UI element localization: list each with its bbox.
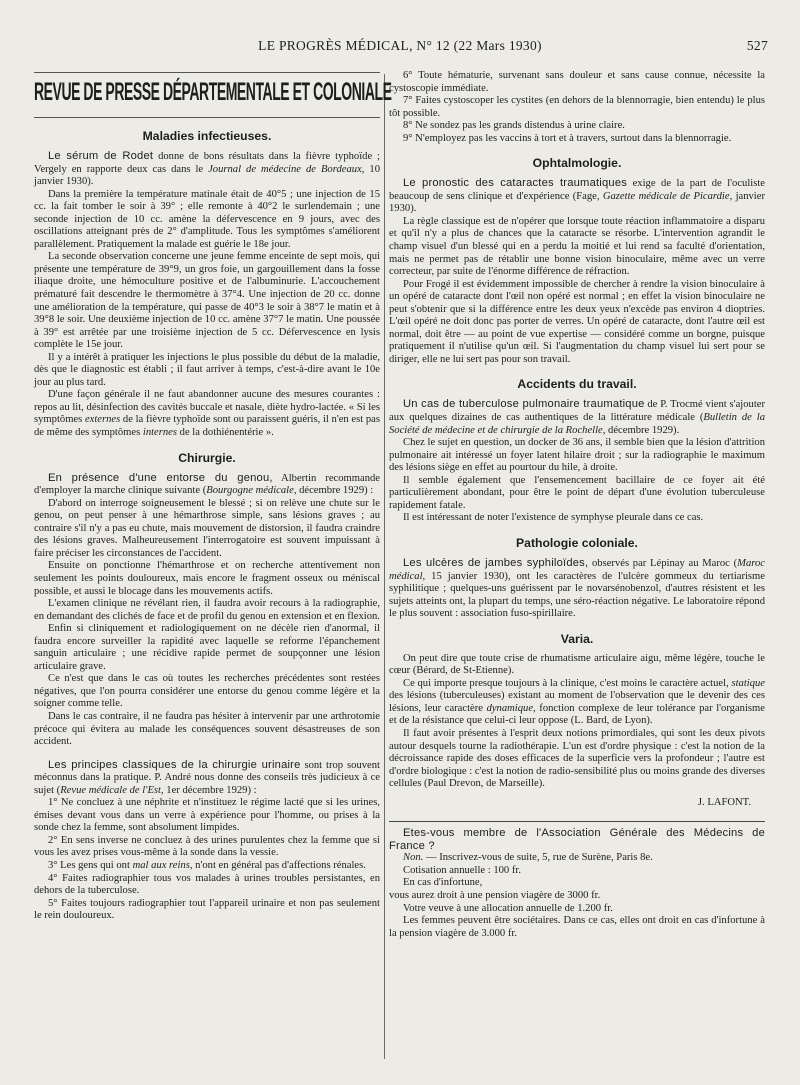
paragraph [34,759,380,798]
paragraph: La seconde observation concerne une jeune femme enceinte de sept mois, qui présente une température de 39°9, un gros foie, un gargouillement dans la fosse iliaque droite, une hémoculture positive et de l'albuminurie. L'accouchement prématuré fait descendre le thermomètre à 37°4. Une injection de 20 cc. donne une amélioration de la température, qui passe de 40°3 le soir à 38°7 le matin et à 39°8 le soir. Une deuxième injection de 10 cc. amène 37°7 le matin. Une poussée à 39° est arrêtée par une troisième injection de 5 cc. Défervescence en lysis complète le 15e jour. [34,251,380,351]
paragraph: 7° Faites cystoscoper les cystites (en dehors de la blennorragie, bien entendu) le plus tôt possible. [389,95,765,119]
lead-phrase: Un cas de tuberculose pulmonaire traumatique [403,398,645,411]
lead-phrase: En présence d'une entorse du genou, [48,471,273,484]
association-notice [389,821,765,940]
page-number: 527 [746,38,768,53]
text: observés par Lépinay au Maroc ( [588,557,738,569]
text: — Inscrivez-vous de suite, 5, rue de Surène, Paris 8e. [423,852,653,864]
column-divider [384,74,385,1059]
heading-ophtalmologie: Ophtalmologie. [532,156,622,171]
italic: dynamique [486,702,534,714]
text: , 10 janvier 1930). [34,163,380,188]
paragraph: Enfin si cliniquement et radiologiquement on ne décèle rien d'anormal, il faudra encore surveiller la rapidité avec laquelle se reforme l'épanchement sanguin articulaire ; une récidive rapide permet de soupçonner une lésion articulaire grave. [34,623,380,672]
italic: mal aux reins [132,859,190,871]
journal-ref: Maroc médical [389,557,766,582]
left-column [34,70,392,923]
paragraph [34,860,380,873]
lead-phrase: Le pronostic des cataractes traumatiques [403,177,628,190]
italic: externes [84,414,121,426]
lead-phrase: Les ulcères de jambes syphiloïdes, [403,556,589,569]
text: , janvier 1930). [389,190,765,215]
notice-line: En cas d'infortune, [403,877,483,889]
text: exige de la part de l'oculiste beaucoup de sens clinique et d'expérience (Fage, [389,178,766,202]
text: D'une façon générale il ne faut abandonner aucune des mesures courantes : repos au lit, désinfection des cavités buccale et nasale, diète hydro-lactée. « Si les symptômes [34,389,380,426]
text: 3° Les gens qui ont [48,859,133,871]
lead-phrase: Le sérum de Rodet [48,150,154,162]
paragraph: La règle classique est de n'opérer que lorsque toute réaction inflammatoire a disparu et qu'il n'y a plus de chances que la cataracte se résorbe. L'intervention agrandit le champ visuel d'un blessé qui en a perdu la moitié et lui rend sa faculté d'orientation, mais ne permet pas de rétablir une bonne vision binoculaire, même avec un verre correcteur, par suite de l'énorme différence de réfraction. [389,215,765,278]
title-rule-top [34,72,380,73]
text: sont trop souvent méconnus dans la pratique. P. André nous donne des conseils très judicieux à ce sujet ( [34,759,380,796]
heading-maladies-infectieuses: Maladies infectieuses. [142,129,272,143]
right-column [389,70,765,940]
paragraph: 8° Ne sondez pas les grands distendus à urine claire. [403,120,625,132]
heading-varia: Varia. [560,631,594,646]
author-signature [389,797,765,810]
journal-title: LE PROGRÈS MÉDICAL, N° 12 (22 Mars 1930) [258,38,542,53]
paragraph: Il est intéressant de noter l'existence de symphyse pleurale dans ce cas. [403,512,704,524]
paragraph: Dans le cas contraire, il ne faudra pas hésiter à intervenir par une arthrotomie précoce qui évitera au malade les conséquences souvent désastreuses de son accident. [34,710,380,748]
paragraph: Il y a intérêt à pratiquer les injections le plus possible du début de la maladie, dès que le diagnostic est établi ; il faut arriver à temps, c'est-à-dire avant le 10e jour au plus tard. [34,351,380,388]
paragraph [389,557,765,621]
text: donne de bons résultats dans la fièvre typhoïde ; Vergely en rapporte deux cas dans le [34,151,380,175]
text: , 15 janvier 1930), ont les caractères de l'ulcère gommeux du tertiarisme syphilitique ; quelques-uns guérissent par le novarsénobenzol, d'autres résistent et les sujets atteints ont, la plupart du temps, une séro-réaction négative. Le laboratoire répond le plus souvent : association fuso-spirillaire. [389,570,765,620]
paragraph: Il semble également que l'ensemencement bacillaire de ce foyer ait été particulièrement abondant, pour être le point de départ d'une évolution tuberculeuse rapidement fatale. [389,474,765,511]
paragraph: Ce n'est que dans le cas où toutes les recherches précédentes sont restées négatives, que l'on pourra considérer une entorse du genou comme légère et la soigner comme telle. [34,673,380,710]
text: , fonction complexe de leur tolérance par l'organisme et de la résistance que celui-ci leur oppose (L. Bard, de Lyon). [389,702,765,727]
notice-title: Etes-vous membre de l'Association Générale des Médecins de France ? [389,827,765,852]
paragraph: 2° En sens inverse ne concluez à des urines purulentes chez la femme que si vous les avez prises vous-même à la sonde dans la vessie. [34,834,380,859]
paragraph: 5° Faites toujours radiographier tout l'appareil urinaire et non pas seulement le rein douloureux. [34,897,380,922]
title-rule-bottom [34,117,380,118]
lead-phrase: Les principes classiques de la chirurgie urinaire [48,758,301,771]
italic: Non. [403,852,424,864]
notice-line: Votre veuve à une allocation annuelle de 1.200 fr. [403,902,613,914]
journal-ref: Journal de médecine de Bordeaux [208,163,362,175]
text: Albertin recommande d'employer la marche clinique suivante ( [34,472,381,497]
paragraph: Chez le sujet en question, un docker de 36 ans, il semble bien que la lésion d'attrition pulmonaire ait intéressé un foyer latent hilaire droit ; sur la radiographie le maximum des lésions siège en effet au pourtour du hile, à droite. [389,437,765,474]
paragraph [389,398,765,437]
text: des lésions (tuberculeuses) existant au moment de l'observation que le devenir des ces lésions, leur caractère [389,690,765,714]
paragraph: 9° N'employez pas les vaccins à tort et à travers, surtout dans la blennorragie. [403,132,732,144]
journal-ref: Bulletin de la Société de médecine et de chirurgie de la Rochelle [389,412,766,436]
text: Ce qui importe presque toujours à la clinique, c'est moins le caractère actuel, [403,677,732,689]
paragraph: Dans la première la température matinale était de 40°5 ; une injection de 15 cc. la fait tomber le soir à 39° ; elle remonte à 40°2 le surlendemain ; une seconde injection de 10 cc. amène la défervescence en 9 jours, avec des oscillations atteignant près de 2° d'amplitude. Tous les symptômes s'améliorent parallèlement. Pratiquement la malade est guérie le 18e jour. [34,188,380,250]
paragraph [34,472,380,498]
signature-text: J. LAFONT. [697,796,751,808]
text: , décembre 1929) : [293,485,374,497]
running-header [0,38,800,58]
text: de la fièvre typhoïde sont ou paraissent guéris, il n'en est pas de même des symptômes [34,414,380,439]
italic: internes [142,427,178,439]
journal-ref: Revue médicale de l'Est [60,784,161,796]
paragraph [34,150,380,189]
italic: statique [731,677,765,689]
text: de la dothiénentérie ». [177,427,274,439]
paragraph: Ensuite on ponctionne l'hémarthrose et on recherche attentivement non seulement les points douloureux, mais encore le fragment osseux ou méniscal possible, et aussi le blocage dans les mouvements actifs. [34,560,380,597]
paragraph: Il faut avoir présentes à l'esprit deux notions primordiales, qui sont les deux pivots autour desquels tourne la radiothérapie. L'un est d'ordre physique : c'est la notion de la décroissance rapide des doses efficaces de la superficie vers la profondeur ; l'autre est d'ordre biologique : c'est la notion de radio-sensibilité plus ou moins grande des diverses cellules (Paul Drevon, de Marseille). [389,727,765,790]
section-title: REVUE DE PRESSE DÉPARTEMENTALE ET COLONIALE [34,78,392,106]
paragraph: D'abord on interroge soigneusement le blessé ; si on relève une chute sur le genou, on peut penser à une hémarthrose simple, sans lésions graves ; au contraire s'il n'y a pas eu chute, mais mouvement de distorsion, il faudra craindre des lésions graves. Malheureusement l'interrogatoire est souvent impuissant à faire préciser les circonstances de l'accident. [34,497,380,559]
paragraph: 4° Faites radiographier tous vos malades à urines troubles persistantes, en dehors de la tuberculose. [34,872,380,897]
notice-line: vous aurez droit à une pension viagère de 3000 fr. [389,889,601,901]
journal-ref: Bourgogne médicale [206,485,294,497]
heading-accidents-du-travail: Accidents du travail. [517,377,637,392]
notice-line: Les femmes peuvent être sociétaires. Dans ce cas, elles ont droit en cas d'infortune à la pension viagère de 3.000 fr. [389,915,765,939]
paragraph [389,678,765,728]
heading-chirurgie: Chirurgie. [178,450,236,465]
paragraph [34,389,380,439]
journal-ref: Gazette médicale de Picardie [602,190,730,202]
paragraph: Pour Frogé il est évidemment impossible de chercher à rendre la vision binoculaire à un opéré de cataracte dont l'œil non opéré est normal ; en effet la vision binoculaire ne peut s'obtenir que si la différence entre les deux yeux n'excède pas environ 4 dioptries. L'œil opéré ne doit donc pas porter de verres. Un opéré de cataracte, dont l'autre œil est normal, doit être — au point de vue expertise — considéré comme un borgne, puisque pratiquement il n'utilise qu'un œil. Si l'augmentation du champ visuel lui sert pour se diriger, elle ne lui sert pas pour son travail. [389,278,765,365]
paragraph: 6° Toute hématurie, survenant sans douleur et sans cause connue, nécessite la cystoscopie immédiate. [389,70,765,94]
text: de P. Trocmé vient s'ajouter aux quelques dizaines de cas authentiques de la littérature médicale ( [389,399,765,424]
text: , 1er décembre 1929) : [161,784,257,796]
notice-line: Cotisation annuelle : 100 fr. [403,864,521,876]
heading-pathologie-coloniale: Pathologie coloniale. [516,535,638,550]
notice-line [389,852,765,865]
text: , n'ont en général pas d'affections rénales. [189,859,366,871]
text: , décembre 1929). [602,424,680,436]
paragraph: 1° Ne concluez à une néphrite et n'instituez le régime lacté que si les urines, émises devant vous dans un verre à expérience pour l'homme, ou prises à la sonde chez la femme, sont absolument limpides. [34,797,380,834]
paragraph: On peut dire que toute crise de rhumatisme articulaire aigu, même légère, touche le cœur (Bérard, de St-Etienne). [389,652,765,677]
paragraph: L'examen clinique ne révélant rien, il faudra avoir recours à la radiographie, en demandant des clichés de face et de profil du genou en extension et en flexion. [34,598,380,622]
paragraph [389,177,765,216]
